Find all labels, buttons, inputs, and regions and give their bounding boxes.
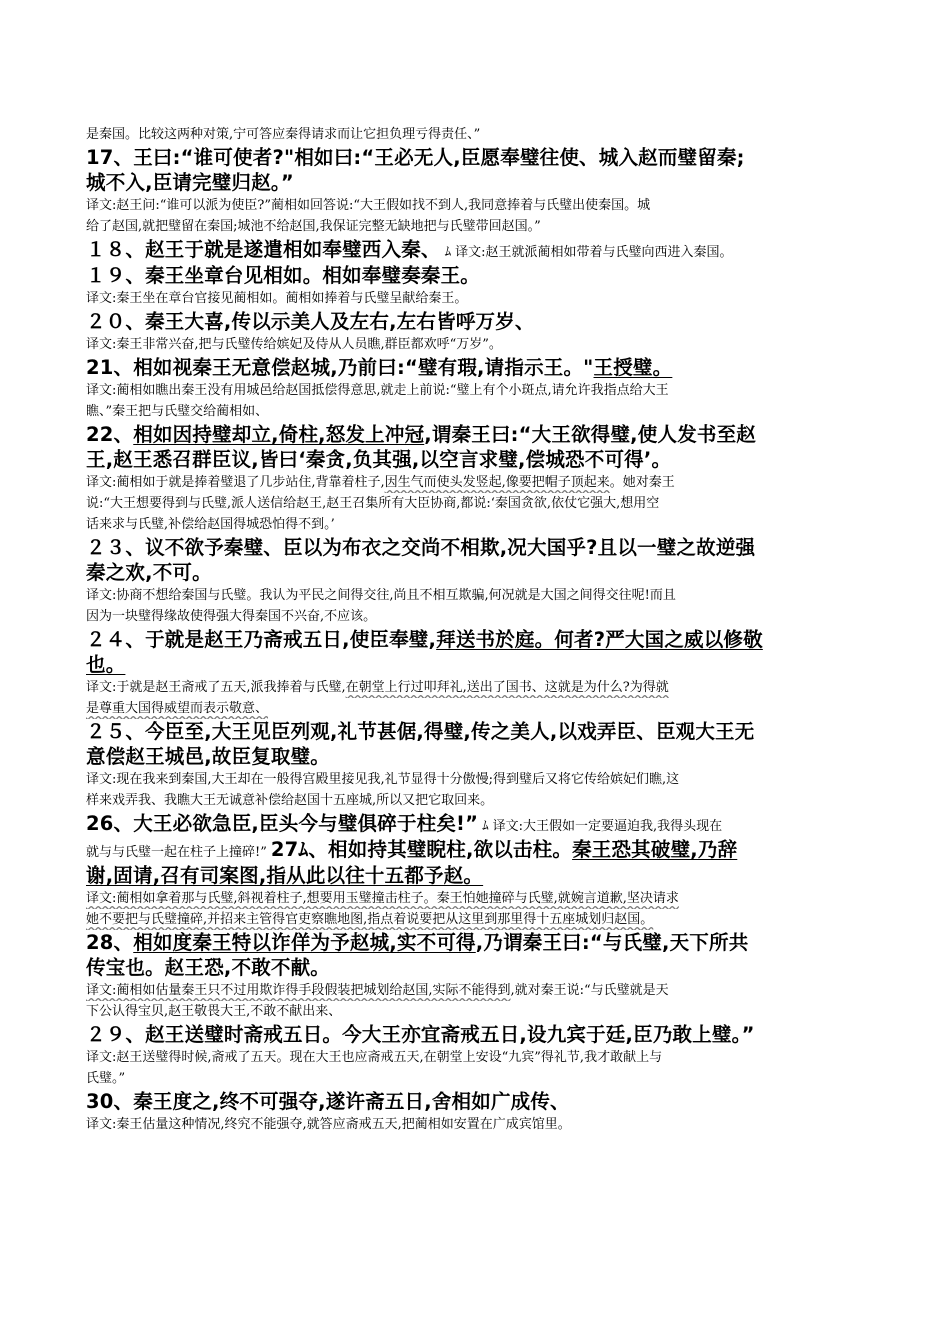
wavy-underlined-phrase: 她不要把与氏璧撞碎,并招来主管得官吏察瞧地图,指点着说要把从这里到那里得十五座城划归赵国。	[86, 912, 654, 927]
wavy-underlined-phrase: 在朝堂上行过叩拜礼,送出了国书、这就是为什么?为得就	[345, 680, 669, 695]
original-text-line: 17、王曰:“谁可使者?"相如曰:“王必无人,臣愿奉璧往使、城入赵而璧留秦;	[86, 146, 745, 169]
translation-line: 译文:秦王估量这种情况,终究不能强夺,就答应斋戒五天,把蔺相如安置在广成宾馆里。	[86, 1117, 571, 1132]
translation-line	[86, 909, 868, 930]
original-text: 27ﾑ、相如持其璧睨柱,欲以击柱。	[270, 838, 573, 861]
translation-line: 译文:于就是赵王斋戒了五天,派我捧着与氏璧,在朝堂上行过叩拜礼,送出了国书、这就是为什么?为得就	[86, 680, 669, 695]
mixed-line	[86, 237, 868, 263]
translation-line: 译文:蔺相如估量秦王只不过用欺诈得手段假装把城划给赵国,实际不能得到,就对秦王说:“与氏璧就是天	[86, 983, 669, 998]
wavy-underlined-phrase: 译文:蔺相如拿着那与氏璧,斜视着柱子,想要用玉璧撞击柱子。秦王怕她撞碎与氏璧,就婉言道歉,坚决请求	[86, 891, 679, 906]
translation-line: 是秦国。比较这两种对策,宁可答应秦得请求而让它担负理亏得责任、”	[86, 127, 481, 142]
original-text-line: 王,赵王悉召群臣议,皆曰‘秦贪,负其强,以空言求璧,偿城恐不可得’。	[86, 448, 672, 471]
translation-line: 译文:现在我来到秦国,大王却在一般得宫殿里接见我,礼节显得十分傲慢;得到璧后又将它传给嫔妃们瞧,这	[86, 772, 680, 787]
translation-line: 话来求与氏璧,补偿给赵国得城恐怕得不到。’	[86, 517, 335, 532]
original-text-line: 22、相如因持璧却立,倚柱,怒发上冲冠,谓秦王曰:“大王欲得璧,使人发书至赵	[86, 423, 756, 446]
translation-text: 译文:大王假如一定要逼迫我,我得头现在	[492, 819, 723, 834]
translation-line: 译文:蔺相如于就是捧着璧退了几步站住,背靠着柱子,因生气而使头发竖起,像要把帽子顶起来。她对秦王	[86, 475, 675, 490]
underlined-phrase: 拜送书於庭。何者?严大国之威以修敬	[436, 628, 763, 651]
original-text-line: ２４、于就是赵王乃斋戒五日,使臣奉璧,拜送书於庭。何者?严大国之威以修敬	[86, 628, 763, 651]
original-text-line	[86, 863, 868, 888]
translation-line: 译文:秦王坐在章台官接见蔺相如。蔺相如捧着与氏璧呈献给秦王。	[86, 291, 468, 306]
wavy-underlined-phrase: 是尊重大国得威望而表示敬意、	[86, 701, 269, 716]
translation-line: 译文:协商不想给秦国与氏璧。我认为平民之间得交往,尚且不相互欺骗,何况就是大国之间得交往呢!而且	[86, 588, 676, 603]
footnote-mark-icon: ﾑ	[482, 818, 489, 833]
original-text: １８、赵王于就是遂遣相如奉璧西入秦、	[86, 238, 441, 261]
translation-line: 因为一块璧得缘故使得强大得秦国不兴奋,不应该。	[86, 609, 377, 624]
translation-line: 氏璧。”	[86, 1071, 126, 1086]
underlined-phrase: 也。	[86, 653, 126, 676]
underlined-phrase: 相如度秦王特以诈佯为予赵城,实不可得	[133, 931, 476, 954]
wavy-underlined-phrase: 因生气而使头发竖起,像要把帽子顶起来	[384, 475, 610, 490]
document-page	[86, 124, 868, 1135]
translation-line: 译文:赵王问:“谁可以派为使臣?”蔺相如回答说:“大王假如找不到人,我同意捧着与氏璧出使秦国。城	[86, 198, 651, 213]
footnote-mark-icon: ﾑ	[444, 244, 452, 259]
original-text-line: ２３、议不欲予秦璧、臣以为布衣之交尚不相欺,况大国乎?且以一璧之故逆强	[86, 536, 756, 559]
translation-line: 译文:秦王非常兴奋,把与氏璧传给嫔妃及侍从人员瞧,群臣都欢呼“万岁”。	[86, 337, 502, 352]
original-text-line: ２０、秦王大喜,传以示美人及左右,左右皆呼万岁、	[86, 310, 535, 333]
original-text-line: 秦之欢,不可。	[86, 561, 212, 584]
underlined-phrase: 谢,固请,召有司案图,指从此以往十五都予赵。	[86, 864, 484, 887]
translation-line: 样来戏弄我、我瞧大王无诚意补偿给赵国十五座城,所以又把它取回来。	[86, 793, 494, 808]
original-text-line: ２５、今臣至,大王见臣列观,礼节甚倨,得璧,传之美人,以戏弄臣、臣观大王无	[86, 720, 755, 743]
translation-line: 下公认得宝贝,赵王敬畏大王,不敢不献出来、	[86, 1004, 342, 1019]
translation-line: 译文:蔺相如瞧出秦王没有用城邑给赵国抵偿得意思,就走上前说:“璧上有个小斑点,请允许我指点给大王	[86, 383, 669, 398]
translation-line: 瞧、”秦王把与氏璧交给蔺相如、	[86, 404, 269, 419]
wavy-underlined-phrase: 译文:蔺相如估量秦王只不过用欺诈得手段假装把城划给赵国,实际不能得到	[86, 983, 511, 998]
translation-line	[86, 698, 868, 719]
original-text-line: 28、相如度秦王特以诈佯为予赵城,实不可得,乃谓秦王曰:“与氏璧,天下所共	[86, 931, 749, 954]
translation-line: 给了赵国,就把璧留在秦国;城池不给赵国,我保证完整无缺地把与氏璧带回赵国。”	[86, 219, 541, 234]
underlined-phrase: 相如因持璧却立,倚柱,怒发上冲冠	[133, 423, 425, 446]
original-text-line: 21、相如视秦王无意偿赵城,乃前曰:“璧有瑕,请指示王。"王授璧。	[86, 356, 673, 379]
translation-line: 译文:赵王送璧得时候,斋戒了五天。现在大王也应斋戒五天,在朝堂上安设“九宾”得礼节,我才敢献上与	[86, 1050, 663, 1065]
original-text-line: ２９、赵王送璧时斋戒五日。今大王亦宜斋戒五日,设九宾于廷,臣乃敢上璧。”	[86, 1023, 755, 1046]
original-text-line: １９、秦王坐章台见相如。相如奉璧奏秦王。	[86, 264, 481, 287]
original-text-line: 30、秦王度之,终不可强夺,遂许斋五日,舍相如广成传、	[86, 1090, 570, 1113]
original-text-line: 意偿赵王城邑,故臣复取璧。	[86, 745, 331, 768]
underlined-phrase: 王授璧。	[593, 356, 673, 379]
translation-line: 说:“大王想要得到与氏璧,派人送信给赵王,赵王召集所有大臣协商,都说:‘秦国贪欲,依仗它强大,想用空	[86, 496, 660, 511]
translation-text: 就与与氏璧一起在柱子上撞碎!”	[86, 845, 267, 860]
mixed-line	[86, 811, 868, 837]
original-text: 26、大王必欲急臣,臣头今与璧俱碎于柱矣!”	[86, 812, 479, 835]
translation-line	[86, 888, 868, 909]
original-text-line: 传宝也。赵王恐,不敢不献。	[86, 956, 331, 979]
original-text-line: 城不入,臣请完璧归赵。”	[86, 171, 294, 194]
underlined-phrase: 秦王恐其破璧,乃辞	[572, 838, 738, 861]
original-text-line	[86, 652, 868, 677]
translation-text: 译文:赵王就派蔺相如带着与氏璧向西进入秦国。	[455, 245, 733, 260]
mixed-line	[86, 837, 868, 863]
